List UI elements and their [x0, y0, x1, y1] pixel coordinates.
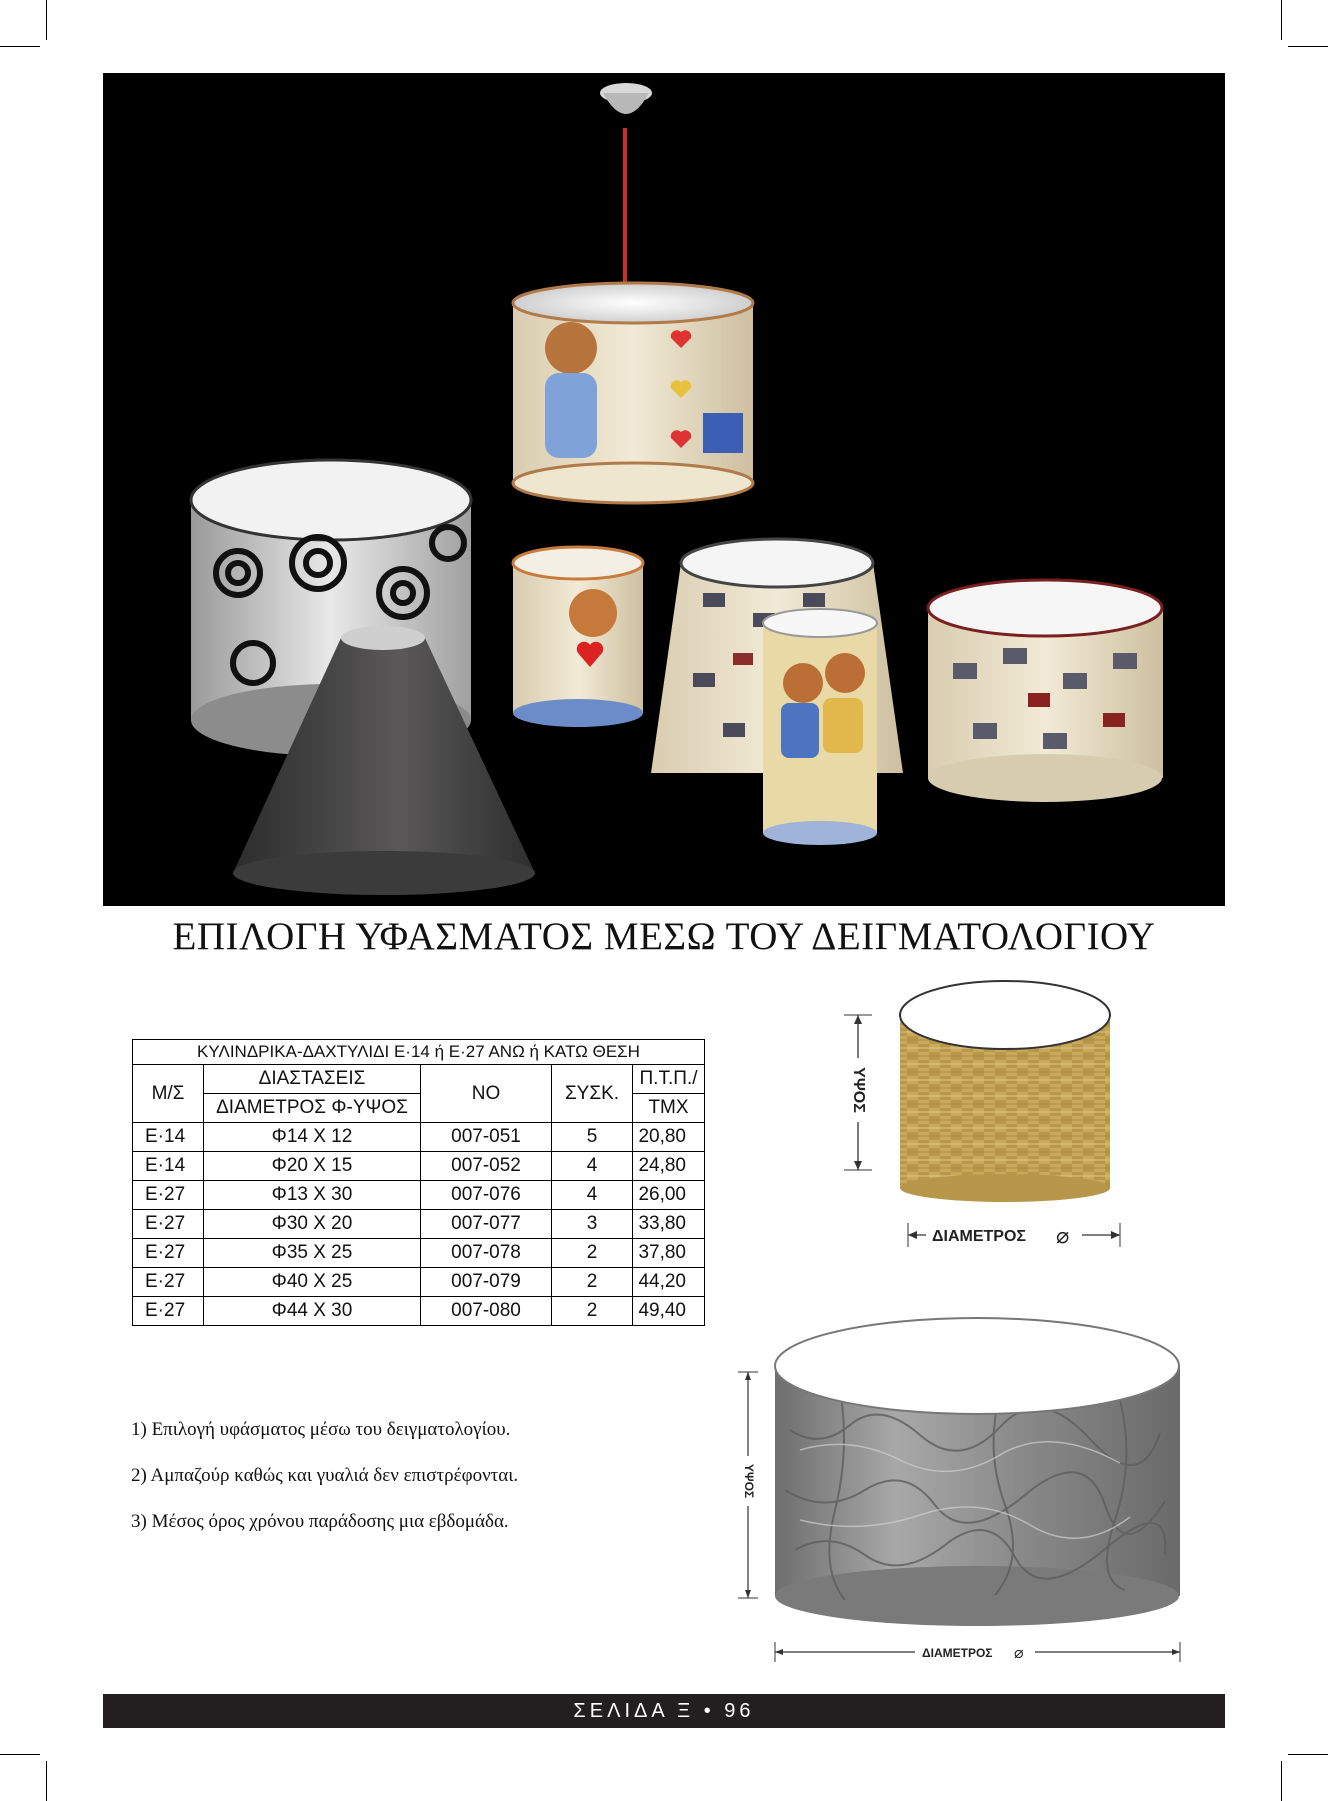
cell-price: 33,80 [633, 1210, 705, 1239]
header-dimensions-sub: ΔΙΑΜΕΤΡΟΣ Φ-ΥΨΟΣ [204, 1094, 421, 1123]
diameter-symbol-icon: ⌀ [1014, 1643, 1024, 1662]
cell-no: 007-052 [421, 1152, 552, 1181]
bear-pendant-lamp [513, 283, 753, 503]
cell-dim: Φ13 Χ 30 [204, 1181, 421, 1210]
diameter-label: ΔΙΑΜΕΤΡΟΣ [922, 1646, 993, 1660]
crop-mark [46, 0, 47, 40]
crop-mark [0, 46, 40, 47]
crop-mark [1281, 1761, 1282, 1801]
cylinder-top [900, 981, 1110, 1049]
note-item: 1) Επιλογή υφάσματος μέσω του δειγματολογίου. [131, 1419, 511, 1440]
cell-ms: Ε·27 [133, 1268, 204, 1297]
crop-mark [1288, 46, 1328, 47]
table-row [133, 1297, 705, 1326]
cell-price: 37,80 [633, 1239, 705, 1268]
page-title: ΕΠΙΛΟΓΗ ΥΦΑΣΜΑΤΟΣ ΜΕΣΩ ΤΟΥ ΔΕΙΓΜΑΤΟΛΟΓΙΟΥ [172, 915, 1156, 958]
cylinder-bottom [775, 1566, 1179, 1626]
cell-pack: 2 [552, 1268, 633, 1297]
cell-price: 20,80 [633, 1123, 705, 1152]
header-no: ΝΟ [421, 1065, 552, 1123]
cell-dim: Φ40 Χ 25 [204, 1268, 421, 1297]
cell-no: 007-079 [421, 1268, 552, 1297]
cell-no: 007-080 [421, 1297, 552, 1326]
cell-pack: 3 [552, 1210, 633, 1239]
table-row [133, 1239, 705, 1268]
small-bear-shade [513, 547, 643, 727]
cell-dim: Φ44 Χ 30 [204, 1297, 421, 1326]
header-price: Π.Τ.Π./ [633, 1065, 705, 1094]
table-row [133, 1181, 705, 1210]
cell-ms: Ε·14 [133, 1152, 204, 1181]
cell-price: 26,00 [633, 1181, 705, 1210]
cell-ms: Ε·27 [133, 1297, 204, 1326]
note-item: 2) Αμπαζούρ καθώς και γυαλιά δεν επιστρέφονται. [131, 1465, 519, 1486]
crop-mark [0, 1754, 40, 1755]
right-dog-drum-shade [928, 580, 1163, 802]
cell-no: 007-077 [421, 1210, 552, 1239]
cylinder-diagram-large [700, 1310, 1200, 1680]
table-row [133, 1123, 705, 1152]
cell-ms: Ε·27 [133, 1181, 204, 1210]
header-dimensions: ΔΙΑΣΤΑΣΕΙΣ [204, 1065, 421, 1094]
cell-dim: Φ20 Χ 15 [204, 1152, 421, 1181]
notes-list [131, 1418, 691, 1556]
crop-mark [1288, 1754, 1328, 1755]
cell-ms: Ε·27 [133, 1210, 204, 1239]
table-row [133, 1152, 705, 1181]
footer-bar [103, 1694, 1225, 1728]
cell-dim: Φ30 Χ 20 [204, 1210, 421, 1239]
cell-ms: Ε·14 [133, 1123, 204, 1152]
cell-pack: 2 [552, 1297, 633, 1326]
table-row [133, 1210, 705, 1239]
header-price-sub: ΤΜΧ [633, 1094, 705, 1123]
cylinder-top [775, 1318, 1179, 1414]
cylinder-bottom [900, 1174, 1110, 1202]
table-row [133, 1268, 705, 1297]
cell-pack: 5 [552, 1123, 633, 1152]
price-table [132, 1039, 705, 1326]
cell-price: 44,20 [633, 1268, 705, 1297]
page-number: ΣΕΛΙΔΑ Ξ • 96 [573, 1700, 755, 1722]
cell-price: 49,40 [633, 1297, 705, 1326]
cell-pack: 2 [552, 1239, 633, 1268]
crop-mark [46, 1761, 47, 1801]
cell-pack: 4 [552, 1152, 633, 1181]
header-ms: Μ/Σ [133, 1065, 204, 1123]
cylinder-diagram-small [830, 980, 1130, 1280]
table-caption: ΚΥΛΙΝΔΡΙΚΑ-ΔΑΧΤΥΛΙΔΙ Ε·14 ή Ε·27 ΑΝΩ ή ΚΑΤΩ ΘΕΣΗ [133, 1040, 705, 1065]
diameter-label: ΔΙΑΜΕΤΡΟΣ [932, 1228, 1026, 1245]
cell-no: 007-076 [421, 1181, 552, 1210]
height-label: ΥΨΟΣ [849, 1067, 867, 1113]
ceiling-canopy [603, 93, 649, 114]
diameter-symbol-icon: ⌀ [1056, 1224, 1070, 1249]
cell-no: 007-051 [421, 1123, 552, 1152]
cell-no: 007-078 [421, 1239, 552, 1268]
cell-price: 24,80 [633, 1152, 705, 1181]
cell-pack: 4 [552, 1181, 633, 1210]
product-photo [103, 73, 1225, 906]
cell-dim: Φ14 Χ 12 [204, 1123, 421, 1152]
header-pack: ΣΥΣΚ. [552, 1065, 633, 1123]
crop-mark [1281, 0, 1282, 40]
cell-ms: Ε·27 [133, 1239, 204, 1268]
cell-dim: Φ35 Χ 25 [204, 1239, 421, 1268]
tall-bear-shade [763, 609, 877, 845]
note-item: 3) Μέσος όρος χρόνου παράδοσης μια εβδομάδα. [131, 1511, 509, 1532]
height-label: ΥΨΟΣ [741, 1463, 756, 1499]
